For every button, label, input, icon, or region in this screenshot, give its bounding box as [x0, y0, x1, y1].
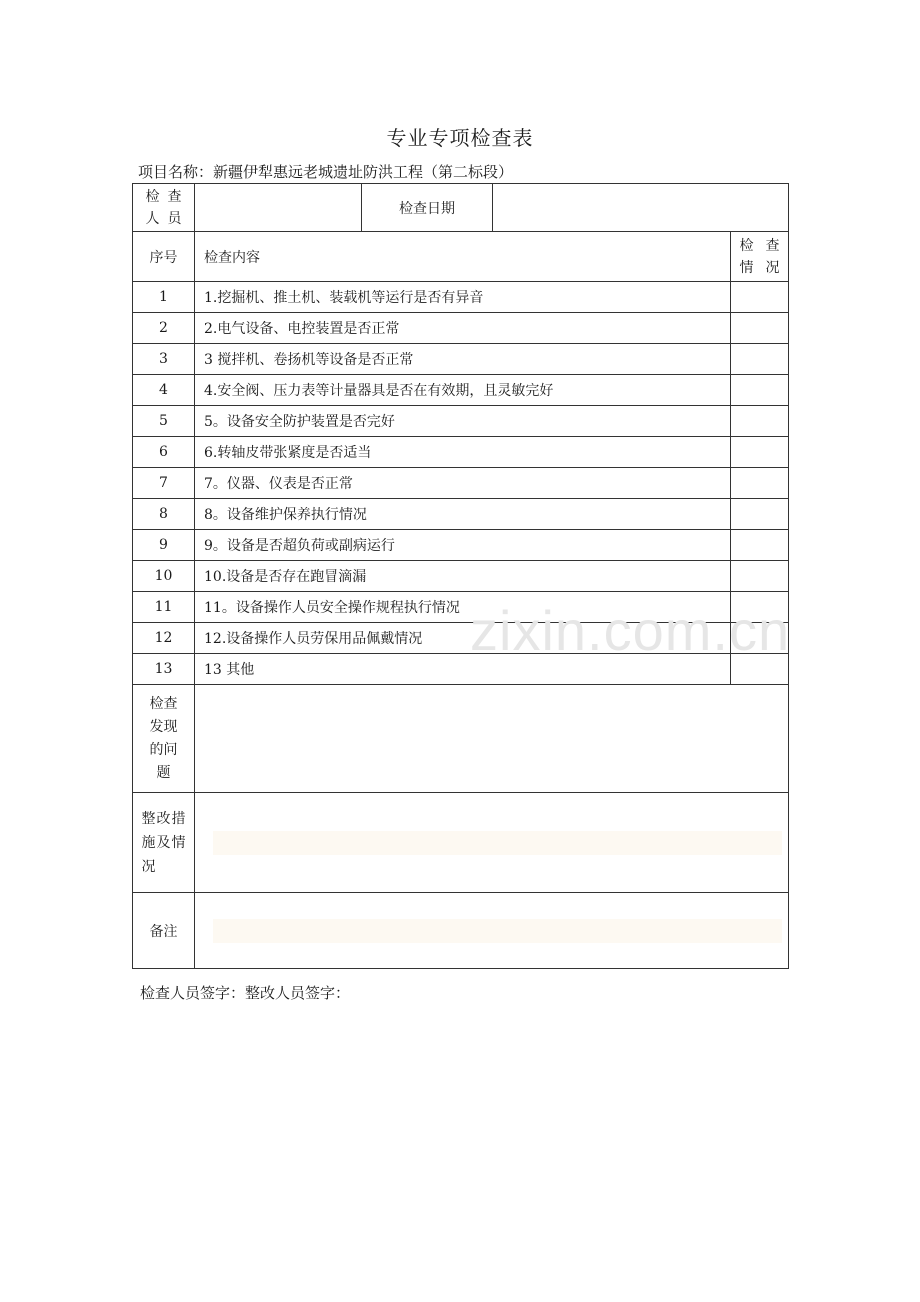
item-number: 12: [133, 623, 195, 654]
date-label: 检查日期: [362, 184, 493, 232]
item-number: 4: [133, 375, 195, 406]
column-header-row: [133, 232, 789, 282]
table-row: [133, 530, 789, 561]
inspection-table: [132, 183, 789, 969]
signature-line: [140, 982, 350, 1003]
rectification-row: [133, 793, 789, 893]
findings-field[interactable]: [195, 685, 789, 793]
table-row: [133, 561, 789, 592]
project-name: 新疆伊犁惠远老城遗址防洪工程（第二标段）: [213, 163, 514, 181]
remarks-row: [133, 893, 789, 969]
inspector-signature-label: 检查人员签字：: [140, 984, 246, 1002]
item-status-field[interactable]: [731, 592, 789, 623]
project-line: [138, 161, 513, 182]
table-row: [133, 282, 789, 313]
item-content: 9。设备是否超负荷或副病运行: [195, 530, 731, 561]
rectification-field[interactable]: [195, 793, 789, 893]
item-number: 3: [133, 344, 195, 375]
item-status-field[interactable]: [731, 530, 789, 561]
item-status-field[interactable]: [731, 561, 789, 592]
item-status-field[interactable]: [731, 313, 789, 344]
table-row: [133, 406, 789, 437]
item-status-field[interactable]: [731, 499, 789, 530]
rectification-input[interactable]: [213, 831, 782, 855]
item-status-field[interactable]: [731, 375, 789, 406]
item-status-field[interactable]: [731, 654, 789, 685]
date-field[interactable]: [493, 184, 789, 232]
table-row: [133, 375, 789, 406]
item-content: 4.安全阀、压力表等计量器具是否在有效期，且灵敏完好: [195, 375, 731, 406]
table-row: [133, 313, 789, 344]
findings-row: [133, 685, 789, 793]
watermark: zixin.com.cn: [470, 599, 791, 662]
col-status-header: 检查情况: [731, 232, 789, 282]
findings-label: 检查发现的问题: [133, 685, 195, 793]
item-number: 2: [133, 313, 195, 344]
item-content: 3 搅拌机、卷扬机等设备是否正常: [195, 344, 731, 375]
item-content: 2.电气设备、电控装置是否正常: [195, 313, 731, 344]
item-status-field[interactable]: [731, 344, 789, 375]
table-row: [133, 468, 789, 499]
col-index-header: 序号: [133, 232, 195, 282]
item-number: 8: [133, 499, 195, 530]
rectification-label: 整改措施及情况: [133, 793, 195, 893]
item-status-field[interactable]: [731, 282, 789, 313]
inspector-label: 检查人员: [133, 184, 195, 232]
item-number: 5: [133, 406, 195, 437]
remarks-label: 备注: [133, 893, 195, 969]
header-row: [133, 184, 789, 232]
item-number: 9: [133, 530, 195, 561]
item-content: 10.设备是否存在跑冒滴漏: [195, 561, 731, 592]
item-content: 7。仪器、仪表是否正常: [195, 468, 731, 499]
remarks-input[interactable]: [213, 919, 782, 943]
table-row: [133, 592, 789, 623]
table-row: [133, 344, 789, 375]
rectifier-signature-label: 整改人员签字：: [245, 984, 351, 1002]
item-number: 6: [133, 437, 195, 468]
item-number: 11: [133, 592, 195, 623]
item-number: 7: [133, 468, 195, 499]
item-content: 8。设备维护保养执行情况: [195, 499, 731, 530]
inspector-field[interactable]: [195, 184, 362, 232]
page-title: 专业专项检查表: [386, 126, 534, 150]
item-status-field[interactable]: [731, 468, 789, 499]
item-number: 1: [133, 282, 195, 313]
item-number: 10: [133, 561, 195, 592]
item-status-field[interactable]: [731, 623, 789, 654]
item-content: 1.挖掘机、推土机、装载机等运行是否有异音: [195, 282, 731, 313]
table-row: [133, 654, 789, 685]
item-content: 11。设备操作人员安全操作规程执行情况: [195, 592, 731, 623]
item-content: 13 其他: [195, 654, 731, 685]
table-row: [133, 623, 789, 654]
item-status-field[interactable]: [731, 437, 789, 468]
col-content-header: 检查内容: [195, 232, 731, 282]
table-row: [133, 499, 789, 530]
item-content: 5。设备安全防护装置是否完好: [195, 406, 731, 437]
item-status-field[interactable]: [731, 406, 789, 437]
item-content: 12.设备操作人员劳保用品佩戴情况: [195, 623, 731, 654]
project-label: 项目名称：: [138, 163, 214, 181]
remarks-field[interactable]: [195, 893, 789, 969]
table-row: [133, 437, 789, 468]
item-content: 6.转轴皮带张紧度是否适当: [195, 437, 731, 468]
item-number: 13: [133, 654, 195, 685]
